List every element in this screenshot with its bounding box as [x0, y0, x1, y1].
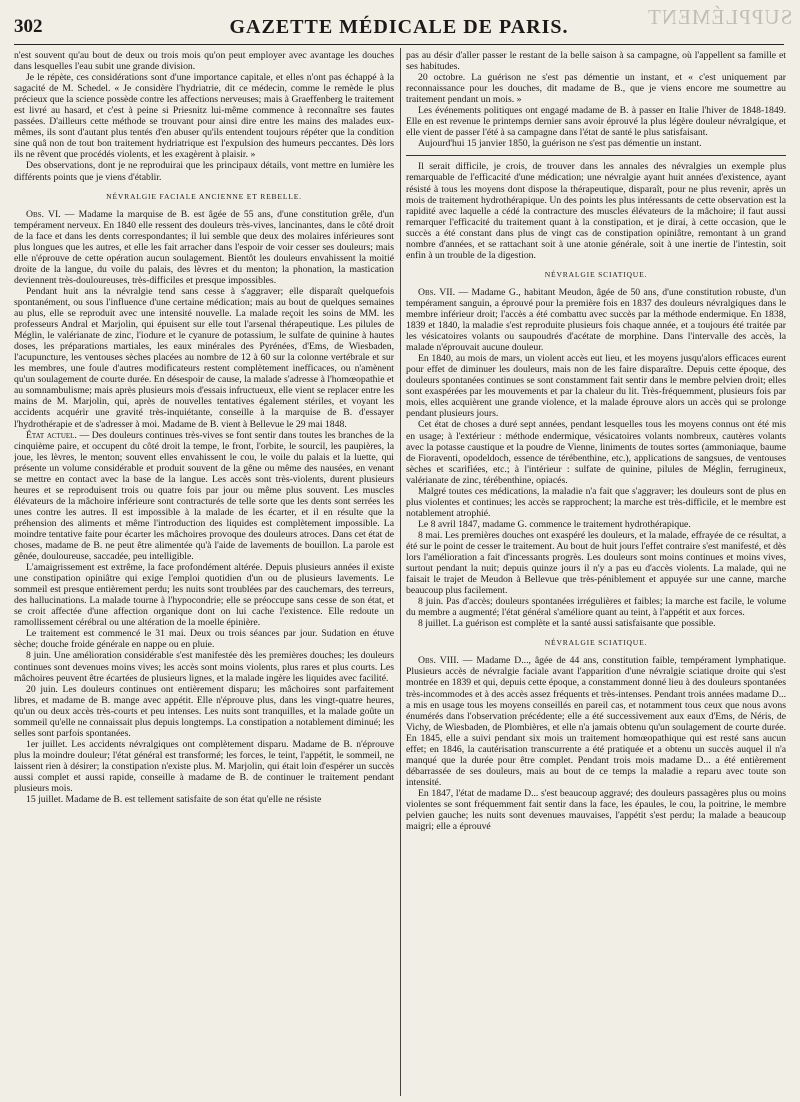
paragraph: Cet état de choses a duré sept années, pendant lesquelles tous les moyens connus ont été mis en usage; à l'extérieur : méthode endermique, vésicatoires volants nombreux, cautères volants avec la potasse caustique et la poudre de Vienne, liniments de toutes sortes (ammoniaque, baume de Fioraventi, opodeldoch, essence de térébenthine, etc.), applications de sangsues, de ventouses sèches et scarifiées, etc.; à l'intérieur : sulfate de quinine, pilules de Méglin, ferrugineux, valérianate de zinc, térébenthine, opiacés. — [406, 419, 786, 486]
paragraph: L'amaigrissement est extrême, la face profondément altérée. Depuis plusieurs années il existe une constipation opiniâtre qui exige l'emploi quotidien d'un ou de plusieurs lavements. Le sommeil est presque entièrement perdu; les nuits sont troublées par des cauchemars, des terreurs, des hallucinations. La malade tourne à l'hypocondrie; elle se préoccupe sans cesse de son état, et se croit affectée d'une affection organique dont on lui cache l'existence. Elle redoute un ramollissement cérébral ou une altération de la moelle épinière. — [14, 562, 394, 629]
paragraph: 8 juin. Pas d'accès; douleurs spontanées irrégulières et faibles; la marche est facile, le volume du membre a augmenté; l'état général s'améliore quant au teint, à l'appétit et aux forces. — [406, 596, 786, 619]
divider — [406, 155, 786, 156]
left-column — [14, 50, 394, 1096]
bleed-through-text: SUPPLÉMENT — [646, 5, 792, 29]
observation-text: — Madame G., habitant Meudon, âgée de 50 ans, d'une constitution robuste, d'un tempérament sanguin, a éprouvé pour la première fois en 1837 des douleurs névralgiques dans le membre inférieur droit; l'accès a été combattu avec succès par la méthode endermique. En 1838, 1839 et 1840, la maladie s'est reproduite plusieurs fois chaque année, et a toujours été traitée par les vésicatoires volants ou saupoudrés d'acétate de morphine. Dans l'intervalle des accès, la malade n'éprouvait aucune douleur. — [406, 286, 786, 354]
section-heading: NÉVRALGIE SCIATIQUE. — [544, 269, 648, 279]
section-heading: NÉVRALGIE FACIALE ANCIENNE ET REBELLE. — [106, 191, 302, 201]
paragraph: Je le répète, ces considérations sont d'une importance capitale, et elles n'ont pas échappé à la sagacité de M. Schedel. « Je considère l'hydriatrie, dit ce médecin, comme le remède le plus précieux que la science possède contre les affections nerveuses; mais à Graeffenberg le traitement est livré au hasard, et c'est à peine si Priesnitz lui-même commence à reconnaître ses fautes passées. D'ailleurs cette méthode se trouvant pour ainsi dire entre les mains des malades eux-mêmes, ils sont d'autant plus tentés d'en abuser qu'ils entendent toujours répéter que la condition sine quâ non de tout bon traitement hydriatrique est l'expulsion des humeurs peccantes. Dès lors ils ne rêvent que procédés violents, et les exagèrent à plaisir. » — [14, 72, 394, 161]
observation-paragraph — [406, 655, 786, 788]
paragraph-text: — Des douleurs continues très-vives se font sentir dans toutes les branches de la cinquième paire, et occupent du côté droit la tempe, le front, l'orbite, le sourcil, les paupières, la joue, les lèvres, le menton; souvent elles envahissent le cou, le voile du palais et la luette, qui présente un volume considérable et produit souvent de la gêne ou même des nausées, en venant se mettre en contact avec la base de la langue. Les accès sont très-violents, durent plusieurs heures et se reproduisent trois ou quatre fois par jour ou même plus souvent. Les muscles élévateurs de la mâchoire inférieure sont contracturés de telle sorte que les dents sont serrées les unes contre les autres. Il est impossible à la malade de les écarter, et il en résulte que la préhension des aliments et même l'introduction des liquides est complètement impossible. La moindre tentative faite pour écarter les mâchoires provoque des douleurs atroces. Dans cet état de choses, madame de B. ne peut être alimentée qu'à l'aide de lavements de bouillon. La parole est gênée, douloureuse, saccadée, peu intelligible. — [14, 429, 394, 563]
observation-paragraph — [14, 209, 394, 286]
paragraph: 15 juillet. Madame de B. est tellement satisfaite de son état qu'elle ne résiste — [26, 794, 322, 806]
observation-text: — Madame D..., âgée de 44 ans, constitution faible, tempérament lymphatique. Plusieurs accès de névralgie faciale avant l'apparition d'une névralgie sciatique droite qui s'est montrée en 1839 et qui, depuis cette époque, a constamment donné lieu à des douleurs spontanées très-incommodes et à des accès assez fréquents et très-intenses. Pendant trois années madame D... a mis en usage tous les moyens conseillés en pareil cas, et notamment tous ceux que nous avons énumérés dans l'observation précédente; elle a été successivement aux eaux d'Ems, de Néris, de Vichy, de Wiesbaden, de Plombières, et elle n'a jamais obtenu qu'un soulagement de courte durée. En 1845, elle a suivi pendant six mois un traitement homœopathique qui est resté sans aucun effet; en 1846, la cautérisation transcurrente a été pratiquée et a obtenu un succès auquel il n'a manqué que la durée pour être complet. Pendant trois mois madame D... a été entièrement débarrassée de ses douleurs, mais au bout de ce temps la maladie a reparu avec toute son intensité. — [406, 655, 786, 788]
paragraph — [14, 430, 394, 563]
paragraph: 8 mai. Les premières douches ont exaspéré les douleurs, et la malade, effrayée de ce résultat, a été sur le point de cesser le traitement. Au bout de huit jours l'effet contraire s'est manifesté, et dès lors l'amélioration a fait d'incessants progrès. Les douleurs sont moins continues et moins vives, surtout pendant la nuit; depuis quinze jours il n'y a pas eu d'accès violents. La malade, qui ne faisait le trajet de Meudon à Bellevue que très-péniblement et appuyée sur une canne, marche beaucoup plus facilement. — [406, 529, 786, 597]
observation-label: Obs. VI. — [26, 208, 61, 220]
paragraph: 8 juillet. La guérison est complète et la santé aussi satisfaisante que possible. — [418, 618, 716, 630]
paragraph: 20 juin. Les douleurs continues ont entièrement disparu; les mâchoires sont parfaitement libres, et madame de B. mange avec appétit. Elle n'éprouve plus, dans les vingt-quatre heures, qu'un ou deux accès très-courts et peu intenses. Les nuits sont tranquilles, et la malade goûte un sommeil qu'elle ne connaissait plus depuis longtemps. La constipation a notablement diminué; les selles sont parfois spontanées. — [14, 683, 394, 739]
paragraph: Il serait difficile, je crois, de trouver dans les annales des névralgies un exemple plus remarquable de l'efficacité d'une médication; une névralgie ayant huit années d'existence, ayant résisté à tous les moyens dont dispose la thérapeutique, disparaît, pour ne plus revenir, après un mois de traitement hydrothérapique. Un des points les plus intéressants de cette observation est la rapidité avec laquelle a cédé la contracture des muscles élévateurs de la mâchoire; il faut aussi remarquer l'efficacité du traitement quant à la constipation, et je dirai, à cette occasion, que le succès a été constant dans plus de vingt cas de constipation opiniâtre, remontant à un grand nombre d'années, et se rattachant soit à une atonie générale, soit à une inertie de l'intestin, soit enfin à un trouble de la digestion. — [406, 161, 786, 261]
page-header — [14, 16, 784, 40]
paragraph: 1er juillet. Les accidents névralgiques ont complètement disparu. Madame de B. n'éprouve plus la moindre douleur; l'état général est transformé; les forces, le teint, l'appétit, le sommeil, ne laissent rien à désirer; la constipation n'existe plus. M. Marjolin, qui était loin d'espérer un succès aussi complet et aussi rapide, conseille à madame de B. de continuer le traitement pendant plusieurs mois. — [14, 738, 394, 795]
column-divider — [400, 48, 401, 1096]
paragraph: Des observations, dont je ne reproduirai que les principaux détails, vont mettre en lumière les différents points que je viens d'établir. — [14, 160, 394, 183]
paragraph: 20 octobre. La guérison ne s'est pas démentie un instant, et « c'est uniquement par reconnaissance pour les douches, dit madame de B., que je viens encore me soumettre au traitement pendant un mois. » — [406, 72, 786, 106]
section-heading: NÉVRALGIE SCIATIQUE. — [544, 638, 648, 648]
paragraph: En 1840, au mois de mars, un violent accès eut lieu, et les moyens jusqu'alors efficaces eurent pour effet de diminuer les douleurs, mais non de les faire disparaître. Depuis cette époque, des douleurs spontanées continues se sont constamment fait sentir dans le membre pelvien droit; elles sont exaspérées par les mouvements et par la chaleur du lit. Très-fréquemment, plusieurs fois par mois, elles acquièrent une grande violence, et la malade éprouve alors un accès qui se prolonge pendant plusieurs jours. — [406, 353, 786, 420]
paragraph: n'est souvent qu'au bout de deux ou trois mois qu'on peut employer avec avantage les douches dans lesquelles l'eau subit une grande division. — [14, 50, 394, 73]
observation-text: — Madame la marquise de B. est âgée de 55 ans, d'une constitution grêle, d'un tempérament nerveux. En 1840 elle ressent des douleurs très-vives, lancinantes, dans le côté droit de la face et dans les dents correspondantes; il lui semble que deux des molaires inférieures sont plus longues que les autres, et elle les fait arracher dans l'espoir de voir cesser ses douleurs; mais elle n'éprouve de cette opération aucun soulagement. Bientôt les douleurs envahissent la moitié droite de la langue, du voile du palais, des lèvres et du menton; la phonation, la mastication deviennent très-douloureuses, très-difficiles et presque impossibles. — [14, 208, 394, 286]
paragraph: En 1847, l'état de madame D... s'est beaucoup aggravé; des douleurs passagères plus ou moins violentes se sont fréquemment fait sentir dans la face, les épaules, le cou, la poitrine, le membre pelvien gauche; les nuits sont devenues mauvaises, l'appétit s'est perdu; la malade a beaucoup maigri; elle a éprouvé — [406, 787, 786, 833]
paragraph: Aujourd'hui 15 janvier 1850, la guérison ne s'est pas démentie un instant. — [418, 138, 702, 150]
paragraph: Le 8 avril 1847, madame G. commence le traitement hydrothérapique. — [418, 518, 691, 530]
right-column — [406, 50, 786, 1096]
paragraph: Pendant huit ans la névralgie tend sans cesse à s'aggraver; elle disparaît quelquefois spontanément, ou sous l'influence d'une certaine médication; mais au bout de quelques semaines au plus, elle se reproduit avec une intensité nouvelle. La malade reçoit les soins de MM. les professeurs Andral et Marjolin, qui épuisent sur elle tout l'arsenal thérapeutique. Les pilules de Méglin, le valérianate de zinc, l'iodure et le cyanure de potassium, le sulfate de quinine à hautes doses, les préparations martiales, les eaux minérales des Pyrénées, d'Ems, de Wiesbaden, l'acupuncture, les ventouses sèches placées au nombre de 12 à 60 sur la colonne vertébrale et sur les membres, une foule d'autres modificateurs restent complètement inefficaces, ou n'amènent qu'un soulagement de courte durée. En désespoir de cause, la malade s'adresse à l'homœopathie et au somnambulisme; mais après plusieurs mois d'essais infructueux, elle vient se replacer entre les mains de M. Marjolin, qui, après de nouvelles tentatives également stériles, et voyant les accidents acquérir une gravité très-inquiétante, conseille à la marquise de B. d'essayer l'hydrothérapie et de s'adresser à moi. Madame de B. vient à Bellevue le 29 mai 1848. — [14, 285, 394, 430]
observation-label: Obs. VII. — [418, 286, 456, 298]
header-rule — [14, 44, 784, 45]
page-number: 302 — [14, 16, 43, 37]
paragraph: Le traitement est commencé le 31 mai. Deux ou trois séances par jour. Sudation en étuve sèche; douche froide générale en nappe ou en pluie. — [14, 628, 394, 651]
paragraph: Malgré toutes ces médications, la maladie n'a fait que s'aggraver; les douleurs sont de plus en plus violentes et continues; les accès se rapprochent; la marche est très-difficile, et le membre est notablement atrophié. — [406, 485, 786, 519]
paragraph: pas au désir d'aller passer le restant de la belle saison à sa campagne, où l'appellent sa famille et ses habitudes. — [406, 50, 786, 73]
observation-label: Obs. VIII. — [418, 655, 459, 667]
masthead: GAZETTE MÉDICALE DE PARIS. — [229, 16, 569, 38]
paragraph: Les événements politiques ont engagé madame de B. à passer en Italie l'hiver de 1848-1849. Elle en est revenue le printemps dernier sans avoir éprouvé la plus légère douleur névralgique, et elle vient de passer l'été à sa campagne dans l'état de santé le plus satisfaisant. — [406, 105, 786, 139]
paragraph: 8 juin. Une amélioration considérable s'est manifestée dès les premières douches; les douleurs continues sont devenues moins vives; les accès sont moins violents, plus rares et plus courts. Les mâchoires peuvent être écartées de plusieurs lignes, et la malade ingère les liquides avec facilité. — [14, 650, 394, 684]
section-label: État actuel. — [26, 429, 77, 441]
observation-paragraph — [406, 287, 786, 353]
